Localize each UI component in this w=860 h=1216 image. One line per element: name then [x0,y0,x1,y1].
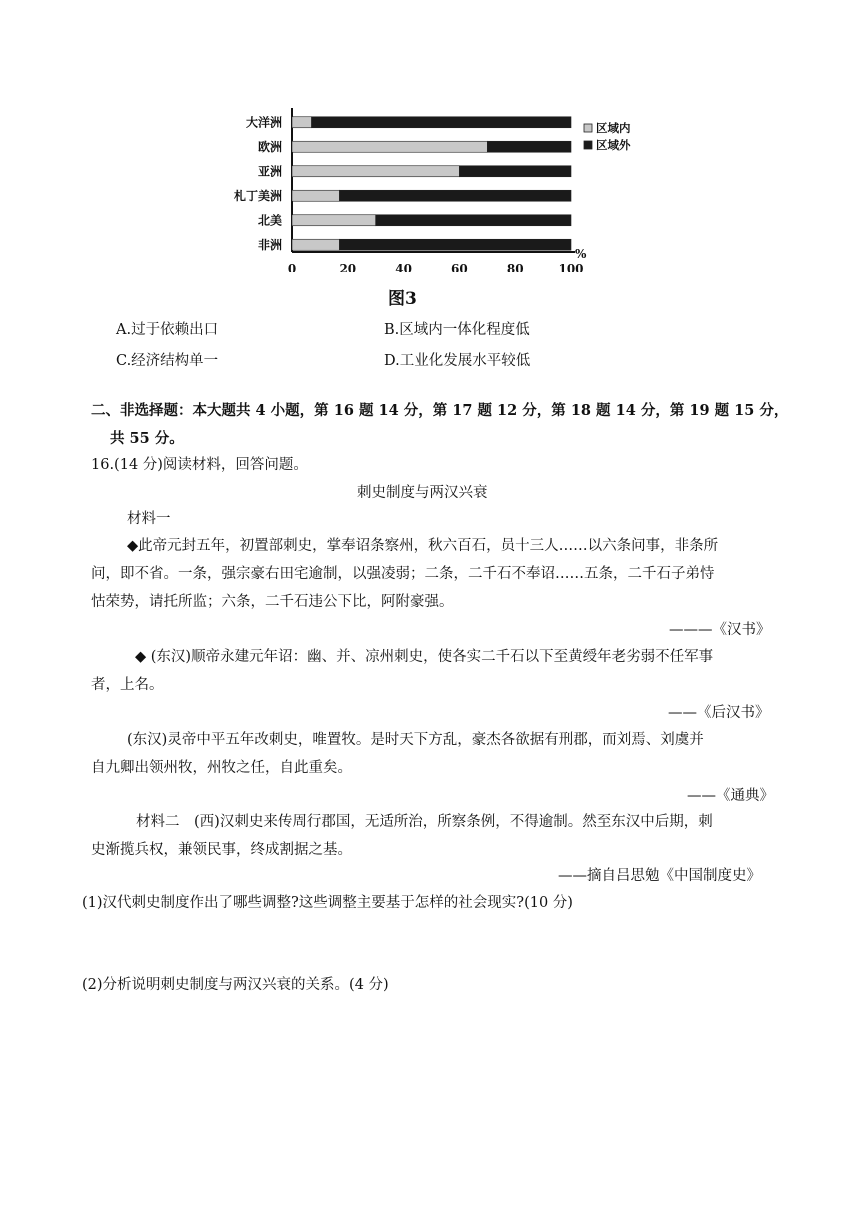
bar-outside [487,141,571,152]
figure-caption: 图3 [388,289,417,309]
material-one-label: 材料一 [127,511,171,527]
x-tick-label: 80 [506,262,524,272]
category-label: 北美 [257,213,282,228]
category-label: 亚洲 [257,164,282,179]
x-tick-label: 20 [339,262,357,272]
source-citation: ——摘自吕思勉《中国制度史》 [558,868,761,884]
category-label: 大洋洲 [245,115,282,130]
sub-question-1: (1)汉代刺史制度作出了哪些调整?这些调整主要基于怎样的社会现实?(10 分) [82,895,573,911]
legend-swatch [584,141,592,149]
x-tick-label: 60 [451,262,468,272]
bar-outside [312,117,571,128]
category-label: 欧洲 [257,139,282,154]
bar-inside [292,239,339,250]
excerpt-line: ◆ (东汉)顺帝永建元年诏：幽、并、凉州刺史，使各实二千石以下至黄绶年老劣弱不任军事 [135,649,714,665]
x-tick-label: 0 [287,262,297,272]
bar-inside [292,141,487,152]
source-citation: ———《汉书》 [669,622,771,638]
option-b: B.区域内一体化程度低 [384,322,530,338]
x-tick-label: 40 [395,262,412,272]
excerpt-line: ◆此帝元封五年，初置部刺史，掌奉诏条察州，秋六百石，员十三人……以六条问事，非条所 [127,538,719,554]
excerpt-line: 问，即不省。一条，强宗豪右田宅逾制，以强凌弱；二条，二千石不奉诏……五条，二千石子弟恃 [91,566,715,582]
material-title: 刺史制度与两汉兴衰 [357,485,488,501]
legend-swatch [584,124,592,132]
section-heading: 二、非选择题：本大题共 4 小题，第 16 题 14 分，第 17 题 12 分，第 18 题 14 分，第 19 题 15 分， [91,402,789,419]
bar-inside [292,166,459,177]
sub-question-2: (2)分析说明刺史制度与两汉兴衰的关系。(4 分) [82,977,389,993]
bar-chart [222,104,642,272]
bar-outside [339,190,571,201]
excerpt-line: 怙荣势，请托所监；六条，二千石违公下比，阿附豪强。 [91,594,454,610]
bar-inside [292,215,376,226]
legend-label: 区域内 [596,121,631,135]
x-tick-label: 100 [558,262,584,272]
bar-outside [376,215,571,226]
option-d: D.工业化发展水平较低 [384,353,531,369]
section-heading-cont: 共 55 分。 [110,430,184,447]
excerpt-line: 自九卿出领州牧，州牧之任，自此重矣。 [91,760,352,776]
material-two: 材料二 (西)汉刺史来传周行郡国，无适所治，所察条例，不得逾制。然至东汉中后期，刺 [136,814,713,830]
bar-outside [459,166,571,177]
option-c: C.经济结构单一 [116,353,219,369]
excerpt-line: 史渐揽兵权，兼领民事，终成割据之基。 [91,842,352,858]
unit-label: % [575,247,587,261]
bar-inside [292,117,312,128]
option-a: A.过于依赖出口 [116,322,219,338]
source-citation: ——《后汉书》 [668,705,770,721]
excerpt-line: (东汉)灵帝中平五年改刺史，唯置牧。是时天下方乱，豪杰各欲据有刑郡，而刘焉、刘虞并 [127,732,704,748]
excerpt-line: 者，上名。 [91,677,164,693]
bar-inside [292,190,339,201]
bar-outside [339,239,571,250]
question-stem: 16.(14 分)阅读材料，回答问题。 [91,457,308,473]
source-citation: ——《通典》 [687,788,774,804]
category-label: 札丁美洲 [233,188,282,203]
legend-label: 区域外 [596,138,631,152]
category-label: 非洲 [257,237,282,252]
